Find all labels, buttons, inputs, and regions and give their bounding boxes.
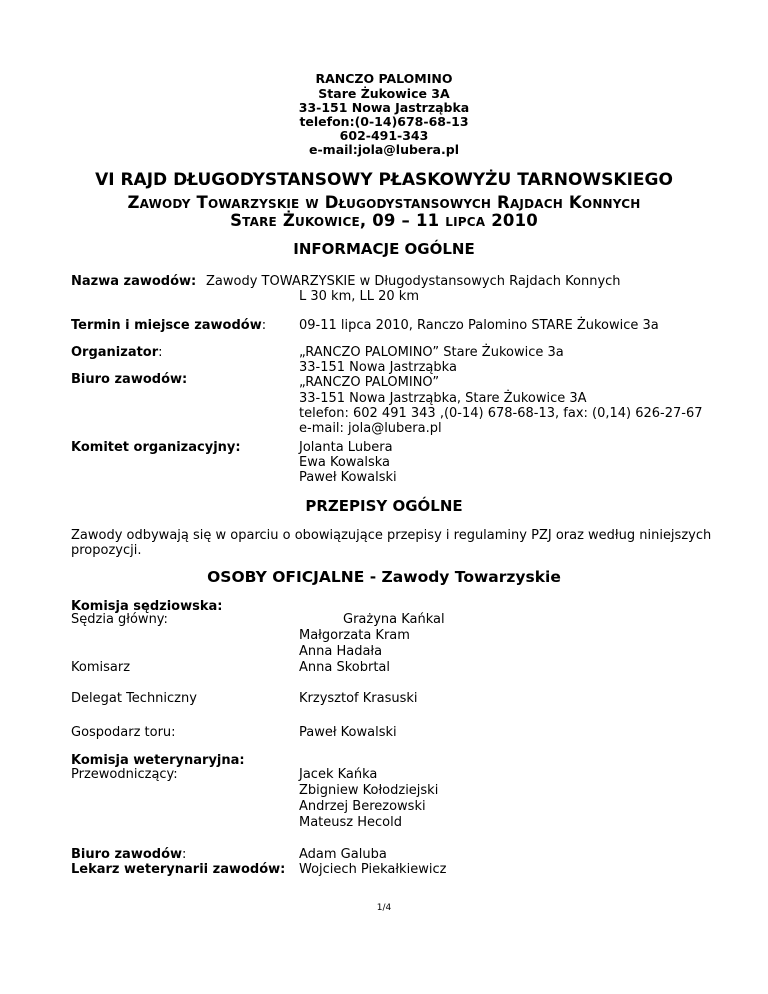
header-line-mobile: 602-491-343 [339, 128, 429, 143]
commissioner-label: Komisarz [71, 660, 131, 675]
page-number: 1/4 [376, 903, 392, 913]
competition-name-label: Nazwa zawodów: [71, 274, 197, 289]
organizer-email-line: e-mail: jola@lubera.pl [299, 421, 442, 436]
vet-name: Mateusz Hecold [299, 815, 402, 830]
delegate-label: Delegat Techniczny [71, 691, 197, 706]
section-heading-rules: PRZEPISY OGÓLNE [305, 497, 463, 515]
competition-office-label-text: Biuro zawodów [71, 847, 183, 862]
judges-heading: Komisja sędziowska: [71, 599, 223, 614]
course-host-label: Gospodarz toru: [71, 725, 176, 740]
rules-text-line-1: Zawody odbywają się w oparciu o obowiązujące przepisy i regulaminy PZJ oraz według niniejszych [71, 528, 712, 543]
document-subtitle-1: Zawody Towarzyskie w Długodystansowych Rajdach Konnych [127, 193, 641, 212]
chief-judge-label: Sędzia główny: [71, 612, 168, 627]
organizer-line: 33-151 Nowa Jastrząbka, Stare Żukowice 3A [299, 391, 587, 406]
vet-name: Jacek Kańka [299, 767, 378, 782]
header-line-city: 33-151 Nowa Jastrząbka [298, 100, 470, 115]
office-label: Biuro zawodów: [71, 372, 188, 387]
document-subtitle-2: Stare Żukowice, 09 – 11 lipca 2010 [230, 211, 538, 230]
document-title: VI RAJD DŁUGODYSTANSOWY PŁASKOWYŻU TARNOWSKIEGO [95, 170, 673, 190]
organizer-line: „RANCZO PALOMINO” [299, 375, 440, 390]
competition-office-value: Adam Galuba [299, 847, 387, 862]
course-host-value: Paweł Kowalski [299, 725, 397, 740]
vet-chair-label: Przewodniczący: [71, 767, 178, 782]
committee-label: Komitet organizacyjny: [71, 440, 241, 455]
vet-name: Zbigniew Kołodziejski [299, 783, 439, 798]
competition-classes-value: L 30 km, LL 20 km [299, 289, 419, 304]
organizer-label-text: Organizator [71, 345, 159, 360]
competition-name-value: Zawody TOWARZYSKIE w Długodystansowych Rajdach Konnych [206, 274, 621, 289]
delegate-value: Krzysztof Krasuski [299, 691, 418, 706]
term-label [71, 318, 266, 334]
competition-office-label [71, 847, 186, 863]
term-value: 09-11 lipca 2010, Ranczo Palomino STARE Żukowice 3a [299, 318, 659, 333]
header-line-email: e-mail:jola@lubera.pl [309, 142, 459, 157]
competition-office-label-colon: : [182, 847, 187, 862]
judge-name: Anna Skobrtal [299, 660, 391, 675]
term-label-colon: : [261, 318, 267, 333]
rules-text-line-2: propozycji. [71, 543, 142, 558]
vet-name: Andrzej Berezowski [299, 799, 426, 814]
judge-name: Anna Hadała [299, 644, 383, 659]
section-heading-officials: OSOBY OFICJALNE - Zawody Towarzyskie [207, 568, 561, 586]
header-line-street: Stare Żukowice 3A [318, 86, 450, 101]
committee-member: Ewa Kowalska [299, 455, 391, 470]
section-heading-info: INFORMACJE OGÓLNE [293, 240, 475, 258]
vet-commission-heading: Komisja weterynaryjna: [71, 753, 245, 768]
committee-member: Jolanta Lubera [299, 440, 393, 455]
competition-vet-label: Lekarz weterynarii zawodów: [71, 862, 286, 877]
organizer-phone-line: telefon: 602 491 343 ,(0-14) 678-68-13, fax: (0,14) 626-27-67 [299, 406, 703, 421]
competition-vet-value: Wojciech Piekałkiewicz [299, 862, 447, 877]
term-label-text: Termin i miejsce zawodów [71, 318, 262, 333]
header-line-phone: telefon:(0-14)678-68-13 [299, 114, 469, 129]
organizer-label [71, 345, 163, 361]
chief-judge-value: Grażyna Kańkal [343, 612, 445, 627]
organizer-line: „RANCZO PALOMINO” Stare Żukowice 3a [299, 345, 564, 360]
judge-name: Małgorzata Kram [299, 628, 410, 643]
header-line-name: RANCZO PALOMINO [315, 71, 453, 86]
organizer-line: 33-151 Nowa Jastrząbka [299, 360, 457, 375]
organizer-label-colon: : [158, 345, 163, 360]
committee-member: Paweł Kowalski [299, 470, 397, 485]
